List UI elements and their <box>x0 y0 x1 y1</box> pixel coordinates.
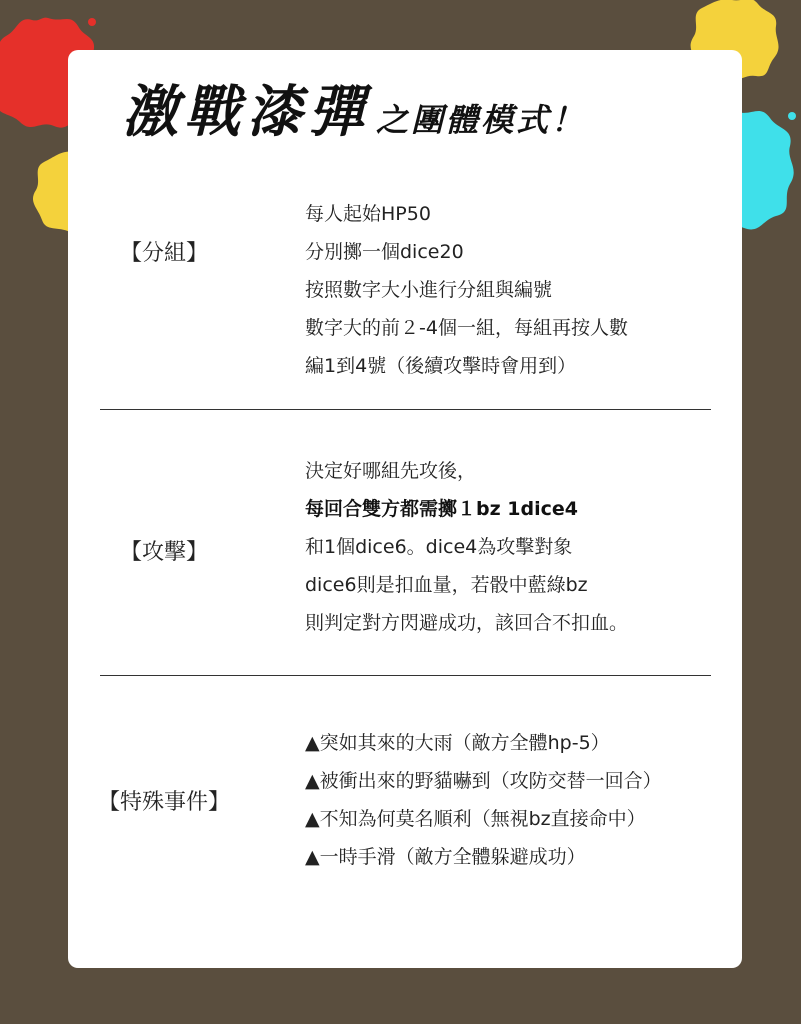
section-divider <box>100 409 711 410</box>
rule-line: 決定好哪組先攻後， <box>305 460 477 482</box>
section-lines-attack <box>305 452 628 642</box>
title-main: 激戰漆彈 <box>122 79 370 145</box>
page-title <box>122 68 586 148</box>
section-label-grouping: 【分組】 <box>120 241 209 266</box>
rule-line: 分別擲一個dice20 <box>305 241 464 263</box>
section-lines-grouping <box>305 195 628 385</box>
rule-line: ▲被衝出來的野貓嚇到（攻防交替一回合） <box>305 770 662 792</box>
rule-line: 每人起始HP50 <box>305 203 431 225</box>
rule-line: ▲突如其來的大雨（敵方全體hp-5） <box>305 732 610 754</box>
rule-line: ▲不知為何莫名順利（無視bz直接命中） <box>305 808 646 830</box>
section-divider <box>100 675 711 676</box>
rule-line: 每回合雙方都需擲１bz 1dice4 <box>305 498 578 520</box>
section-lines-special-events <box>305 724 662 876</box>
title-sub: 之團體模式！ <box>376 101 587 139</box>
section-label-attack: 【攻擊】 <box>120 540 209 565</box>
section-label-special-events: 【特殊事件】 <box>98 790 231 815</box>
rule-line: 編1到4號（後續攻擊時會用到） <box>305 355 577 377</box>
rule-line: 則判定對方閃避成功，該回合不扣血。 <box>305 612 629 634</box>
rule-line: ▲一時手滑（敵方全體躲避成功） <box>305 846 586 868</box>
rule-line: 和1個dice6。dice4為攻擊對象 <box>305 536 573 558</box>
rule-line: dice6則是扣血量，若骰中藍綠bz <box>305 574 588 596</box>
rule-line: 按照數字大小進行分組與編號 <box>305 279 553 301</box>
rule-line: 數字大的前２-4個一組，每組再按人數 <box>305 317 628 339</box>
